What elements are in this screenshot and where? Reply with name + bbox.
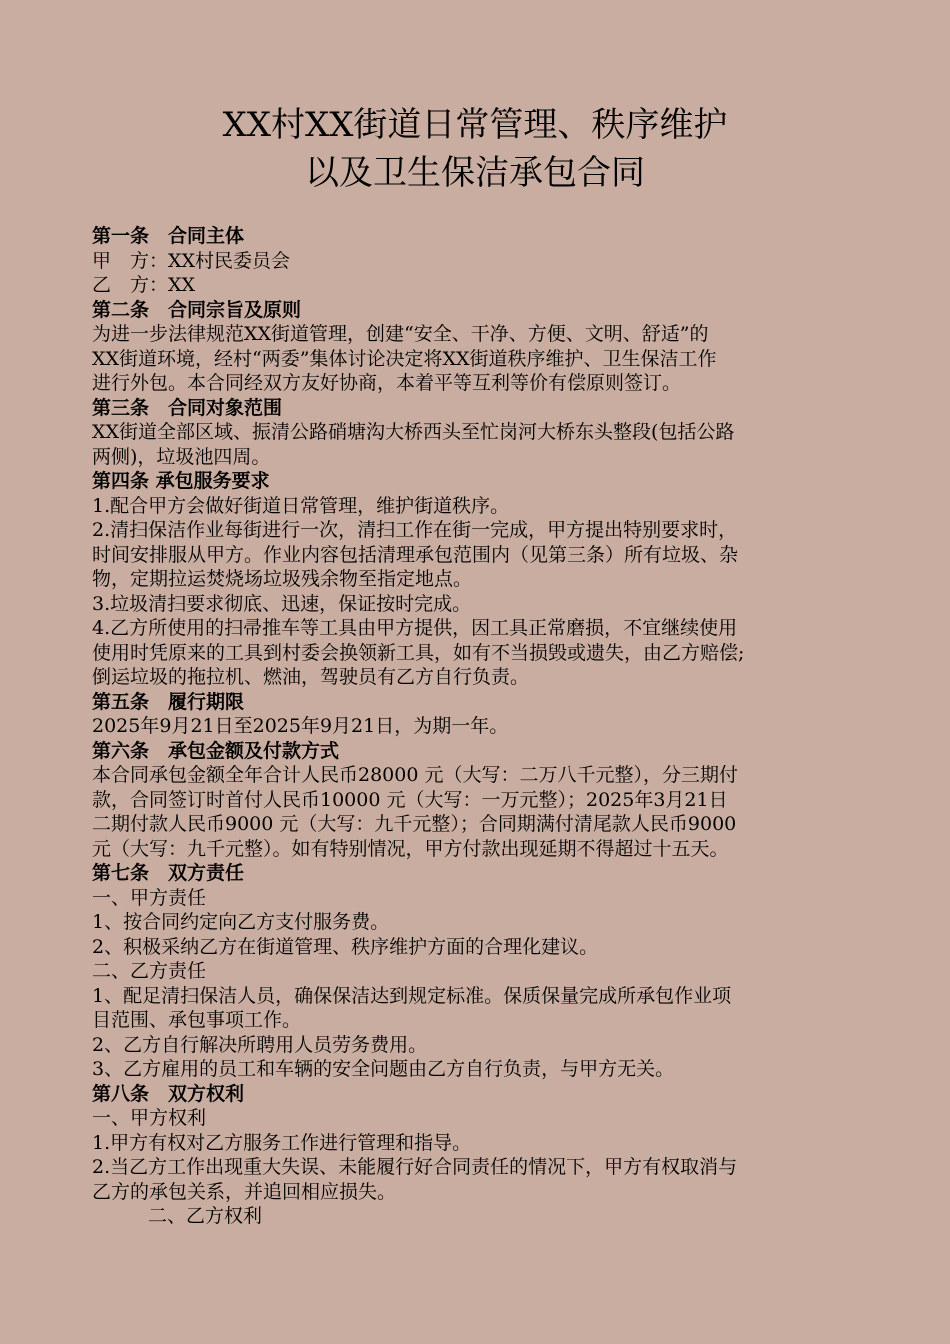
body-text-line: 甲 方：XX村民委员会 <box>92 249 291 272</box>
section-heading: 第八条 双方权利 <box>92 1082 245 1105</box>
body-text-line: 二、乙方责任 <box>92 960 207 982</box>
body-text-line: 两侧)，垃圾池四周。 <box>92 445 271 468</box>
section-heading: 第一条 合同主体 <box>92 225 245 247</box>
body-text-line: 乙 方：XX <box>92 274 196 296</box>
body-text-line: 2、积极采纳乙方在街道管理、秩序维护方面的合理化建议。 <box>92 935 599 958</box>
body-text-line: 进行外包。本合同经双方友好协商，本着平等互利等价有偿原则签订。 <box>92 372 682 394</box>
body-text-line: 1、配足清扫保洁人员，确保保洁达到规定标准。保质保量完成所承包作业项 <box>92 984 732 1007</box>
body-text-line: 物，定期拉运焚烧场垃圾残余物至指定地点。 <box>92 568 473 590</box>
body-text-line: 倒运垃圾的拖拉机、燃油，驾驶员有乙方自行负责。 <box>92 666 530 688</box>
body-text-line: 3、乙方雇用的员工和车辆的安全问题由乙方自行负责，与甲方无关。 <box>92 1058 675 1080</box>
body-text-line: 2.当乙方工作出现重大失误、未能履行好合同责任的情况下，甲方有权取消与 <box>92 1156 738 1178</box>
body-text-line: 二、乙方权利 <box>148 1205 263 1227</box>
body-text-line: 2025年9月21日至2025年9月21日，为期一年。 <box>92 715 509 737</box>
section-heading: 第七条 双方责任 <box>92 862 245 884</box>
body-text-line: 时间安排服从甲方。作业内容包括清理承包范围内（见第三条）所有垃圾、杂 <box>92 543 739 566</box>
body-text-line: 本合同承包金额全年合计人民币28000 元（大写：二万八千元整），分三期付 <box>92 764 738 786</box>
body-text-line: 2.清扫保洁作业每街进行一次，清扫工作在街一完成，甲方提出特别要求时， <box>92 519 738 541</box>
body-text-line: 1.甲方有权对乙方服务工作进行管理和指导。 <box>92 1131 472 1154</box>
body-text-line: 1、按合同约定向乙方支付服务费。 <box>92 911 390 933</box>
body-text-line: XX街道环境，经村“两委”集体讨论决定将XX街道秩序维护、卫生保洁工作 <box>92 347 717 370</box>
body-text-line: 元（大写：九千元整）。如有特别情况，甲方付款出现延期不得超过十五天。 <box>92 837 729 860</box>
document-title-line-1: XX村XX街道日常管理、秩序维护 <box>222 105 728 145</box>
section-heading: 第二条 合同宗旨及原则 <box>92 298 302 321</box>
contract-body <box>92 224 882 1229</box>
body-text-line: 4.乙方所使用的扫帚推车等工具由甲方提供，因工具正常磨损，不宜继续使用 <box>92 617 738 639</box>
document-title-line-2: 以及卫生保洁承包合同 <box>305 153 645 193</box>
body-text-line: 3.垃圾清扫要求彻底、迅速，保证按时完成。 <box>92 592 472 615</box>
body-text-line: XX街道全部区域、振清公路硝塘沟大桥西头至忙岗河大桥东头整段(包括公路 <box>92 421 735 443</box>
body-text-line: 二期付款人民币9000 元（大写：九千元整）；合同期满付清尾款人民币9000 <box>92 813 737 835</box>
section-heading: 第三条 合同对象范围 <box>92 396 283 419</box>
body-text-line: 使用时凭原来的工具到村委会换领新工具，如有不当损毁或遗失，由乙方赔偿; <box>92 641 745 664</box>
body-text-line: 一、甲方责任 <box>92 886 207 909</box>
body-text-line: 目范围、承包事项工作。 <box>92 1009 302 1031</box>
section-heading: 第五条 履行期限 <box>92 690 245 713</box>
body-text-line: 一、甲方权利 <box>92 1107 207 1129</box>
body-text-line: 2、乙方自行解决所聘用人员劳务费用。 <box>92 1033 428 1056</box>
body-text-line: 乙方的承包关系，并追回相应损失。 <box>92 1180 397 1203</box>
body-text-line: 款，合同签订时首付人民币10000 元（大写：一万元整）；2025年3月21日 <box>92 788 728 811</box>
section-heading: 第六条 承包金额及付款方式 <box>92 739 340 762</box>
section-heading: 第四条 承包服务要求 <box>92 470 270 492</box>
body-text-line: 1.配合甲方会做好街道日常管理，维护街道秩序。 <box>92 494 510 517</box>
body-text-line: 为进一步法律规范XX街道管理，创建“安全、干净、方便、文明、舒适”的 <box>92 323 709 345</box>
